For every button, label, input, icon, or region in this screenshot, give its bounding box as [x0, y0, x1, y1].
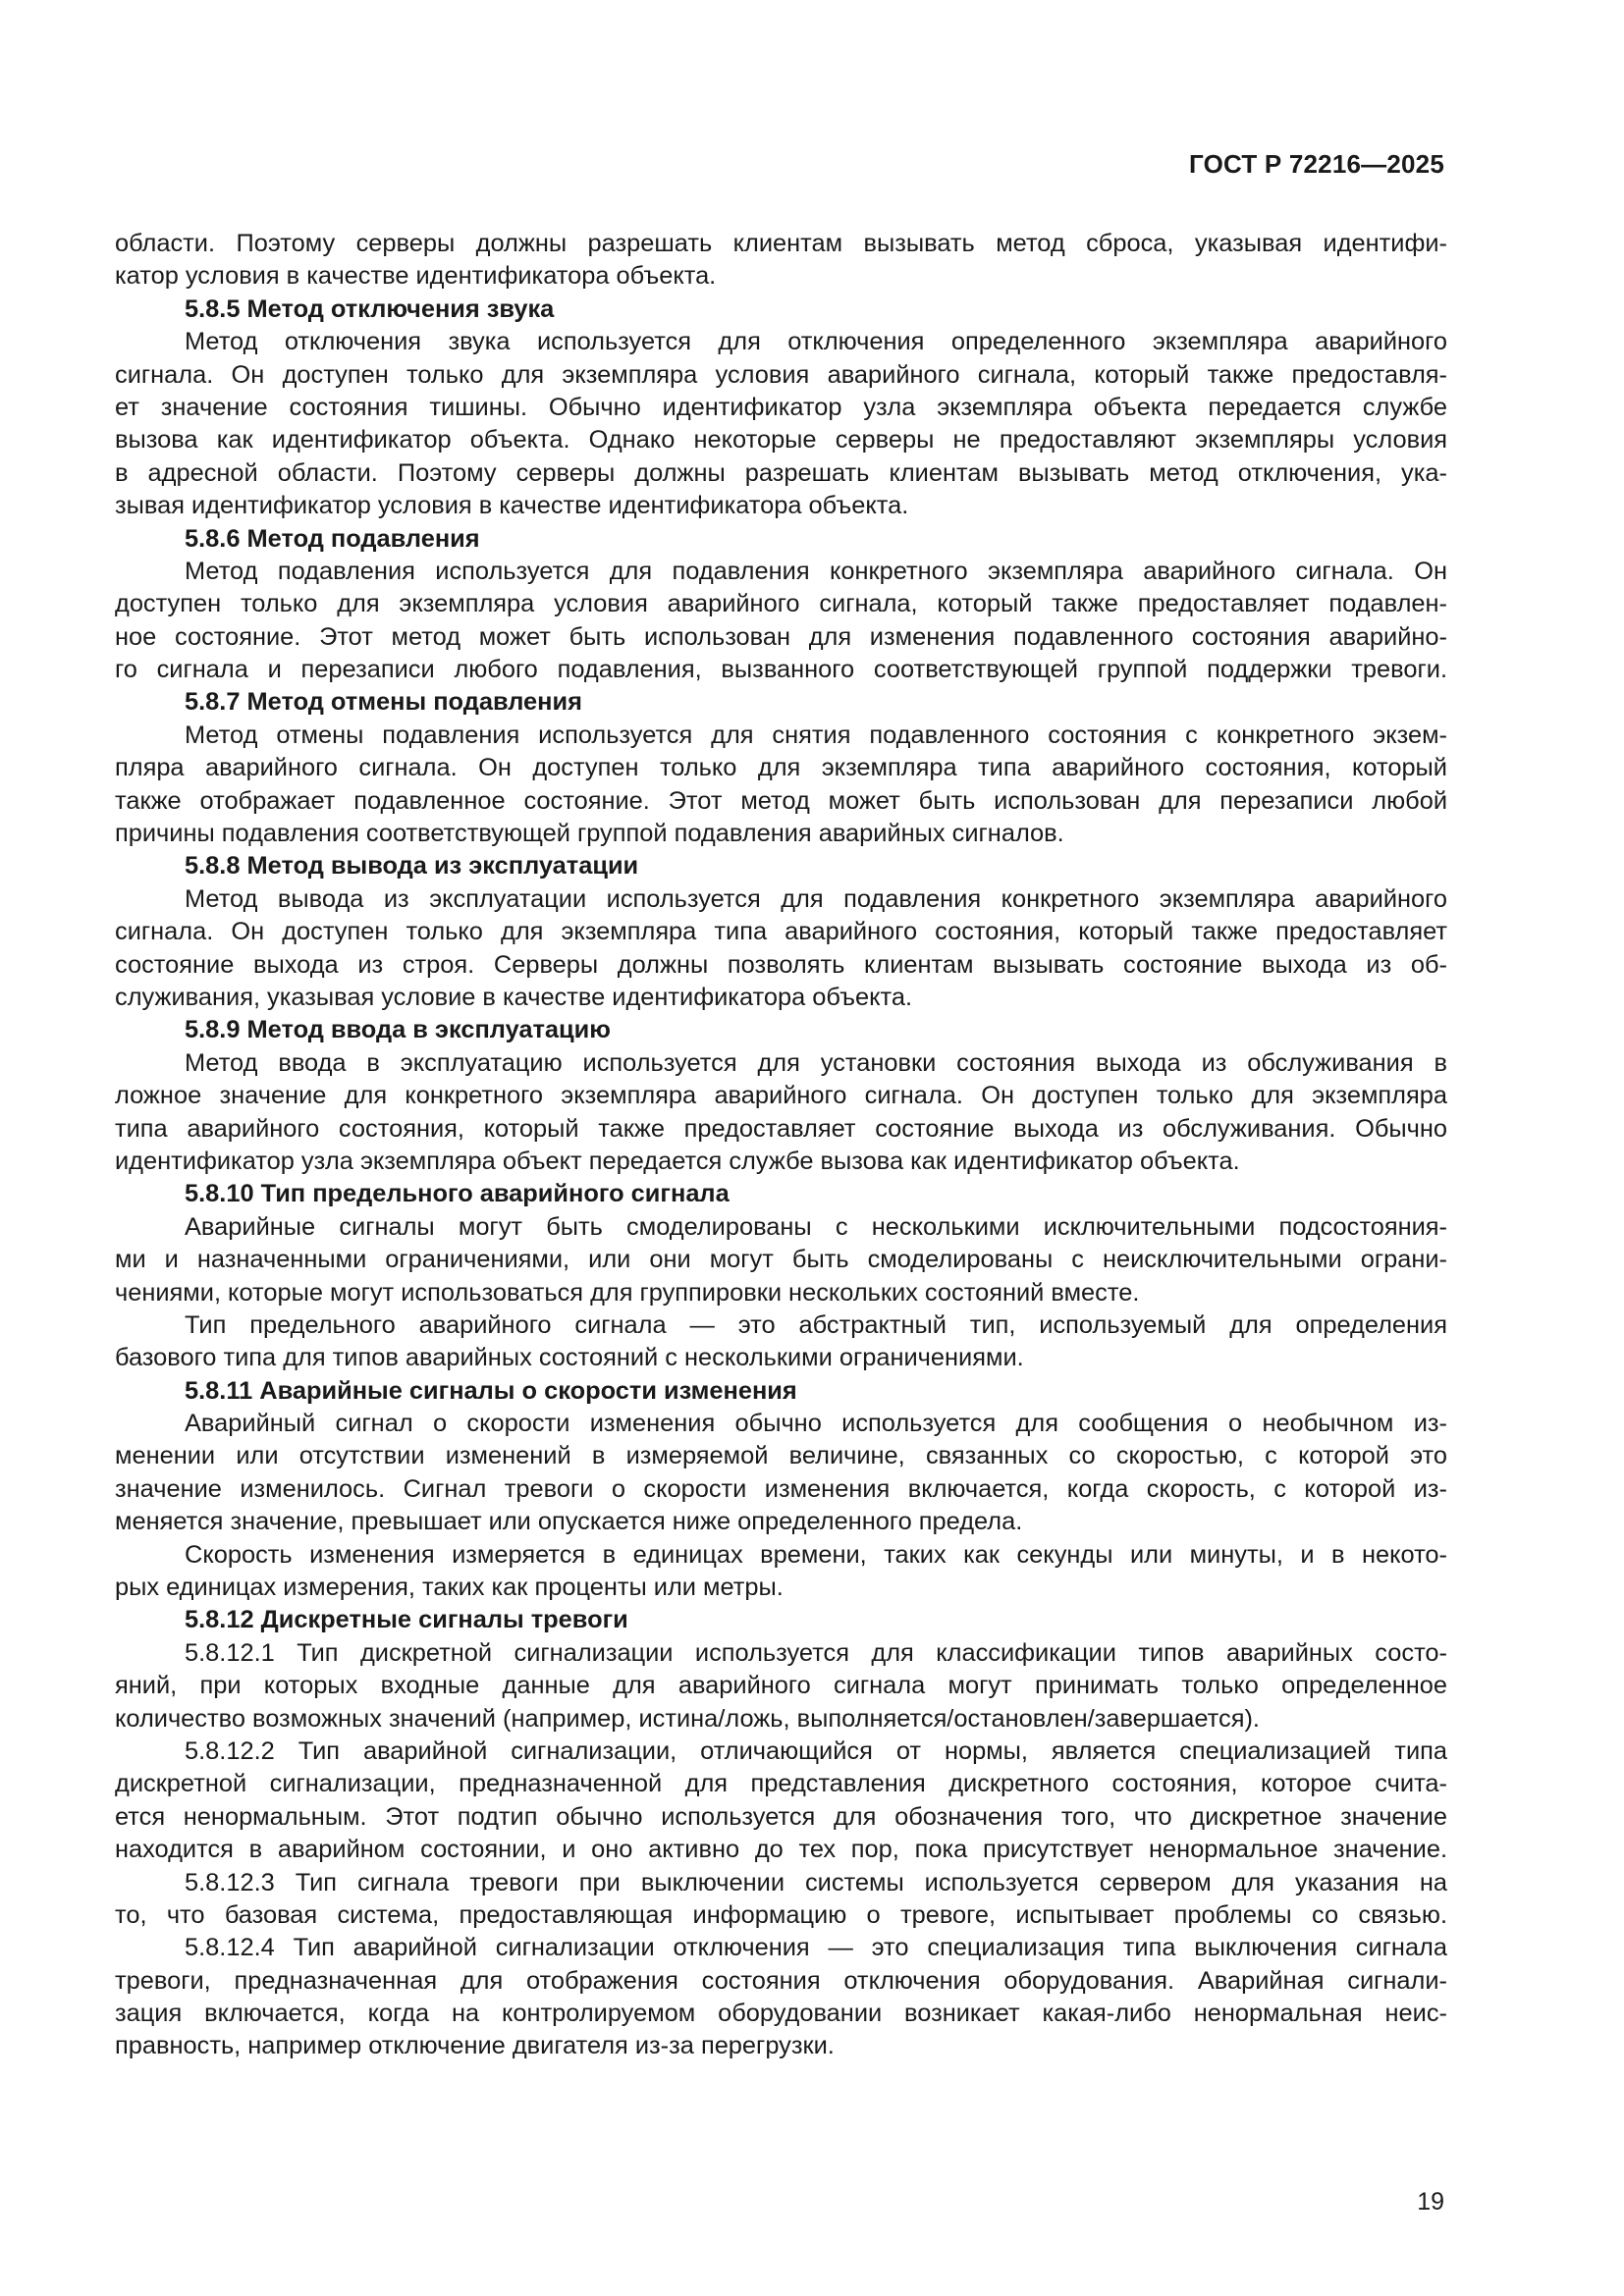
text-line: значение изменилось. Сигнал тревоги о скорости изменения включается, когда скорость, с которой из-	[115, 1474, 1447, 1503]
section-heading: 5.8.12 Дискретные сигналы тревоги	[185, 1606, 628, 1634]
text-line: Метод отключения звука используется для отключения определенного экземпляра аварийного	[185, 328, 1447, 356]
text-line: состояние выхода из строя. Серверы должны позволять клиентам вызывать состояние выхода из об-	[115, 950, 1447, 979]
text-line: яний, при которых входные данные для аварийного сигнала могут принимать только определенное	[115, 1672, 1447, 1700]
text-line: зация включается, когда на контролируемом оборудовании возникает какая-либо ненормальная неис-	[115, 2000, 1447, 2028]
text-line: также отображает подавленное состояние. Этот метод может быть использован для перезаписи любой	[115, 786, 1447, 815]
text-line: правность, например отключение двигателя из-за перегрузки.	[115, 2032, 835, 2060]
section-heading: 5.8.7 Метод отмены подавления	[185, 688, 582, 717]
text-line: катор условия в качестве идентификатора объекта.	[115, 262, 717, 291]
text-line: типа аварийного состояния, который также предоставляет состояние выхода из обслуживания. Обычно	[115, 1114, 1447, 1143]
text-line: служивания, указывая условие в качестве идентификатора объекта.	[115, 983, 913, 1011]
text-line: 5.8.12.4 Тип аварийной сигнализации отключения — это специализация типа выключения сигнала	[185, 1934, 1447, 1962]
text-line: 5.8.12.2 Тип аварийной сигнализации, отличающийся от нормы, является специализацией типа	[185, 1736, 1447, 1765]
section-heading: 5.8.11 Аварийные сигналы о скорости изменения	[185, 1376, 797, 1405]
text-line: количество возможных значений (например, истина/ложь, выполняется/остановлен/завершается).	[115, 1704, 1260, 1733]
text-line: в адресной области. Поэтому серверы должны разрешать клиентам вызывать метод отключения, ука-	[115, 458, 1447, 487]
text-line: ми и назначенными ограничениями, или они могут быть смоделированы с неисключительными ограни-	[115, 1246, 1447, 1274]
text-line: ет значение состояния тишины. Обычно идентификатор узла экземпляра объекта передается службе	[115, 393, 1447, 421]
body-text	[115, 228, 1447, 2063]
text-line: Метод отмены подавления используется для снятия подавленного состояния с конкретного экзем-	[185, 721, 1447, 749]
text-line: 5.8.12.1 Тип дискретной сигнализации используется для классификации типов аварийных состо-	[185, 1638, 1447, 1667]
section-heading: 5.8.10 Тип предельного аварийного сигнала	[185, 1180, 730, 1208]
text-line: дискретной сигнализации, предназначенной для представления дискретного состояния, которое счита-	[115, 1770, 1447, 1798]
text-line: причины подавления соответствующей группой подавления аварийных сигналов.	[115, 820, 1064, 848]
text-line: Скорость изменения измеряется в единицах времени, таких как секунды или минуты, и в некото-	[185, 1540, 1447, 1569]
text-line: ется ненормальным. Этот подтип обычно используется для обозначения того, что дискретное значение	[115, 1802, 1447, 1831]
text-line: базового типа для типов аварийных состояний с несколькими ограничениями.	[115, 1344, 1024, 1372]
text-line: тревоги, предназначенная для отображения состояния отключения оборудования. Аварийная сигнали-	[115, 1966, 1447, 1995]
text-line: области. Поэтому серверы должны разрешать клиентам вызывать метод сброса, указывая идентифи-	[115, 230, 1447, 257]
text-line: Метод вывода из эксплуатации используется для подавления конкретного экземпляра аварийного	[185, 884, 1447, 913]
text-line: менении или отсутствии изменений в измеряемой величине, связанных со скоростью, с которой это	[115, 1442, 1447, 1470]
text-line: пляра аварийного сигнала. Он доступен только для экземпляра типа аварийного состояния, который	[115, 754, 1447, 782]
text-line: Тип предельного аварийного сигнала — это абстрактный тип, используемый для определения	[185, 1310, 1447, 1339]
section-heading: 5.8.8 Метод вывода из эксплуатации	[185, 852, 639, 881]
text-line: идентификатор узла экземпляра объект передается службе вызова как идентификатор объекта.	[115, 1147, 1240, 1175]
section-heading: 5.8.9 Метод ввода в эксплуатацию	[185, 1016, 611, 1044]
text-line: ложное значение для конкретного экземпляра аварийного сигнала. Он доступен только для экземпляра	[115, 1082, 1447, 1110]
section-heading: 5.8.6 Метод подавления	[185, 524, 480, 553]
text-line: Аварийный сигнал о скорости изменения обычно используется для сообщения о необычном из-	[185, 1410, 1447, 1438]
text-line: рых единицах измерения, таких как проценты или метры.	[115, 1574, 784, 1602]
text-line: вызова как идентификатор объекта. Однако некоторые серверы не предоставляют экземпляры условия	[115, 426, 1447, 454]
text-line: сигнала. Он доступен только для экземпляра условия аварийного сигнала, который также предоставля-	[115, 360, 1447, 389]
text-line: Метод ввода в эксплуатацию используется для установки состояния выхода из обслуживания в	[185, 1048, 1447, 1077]
text-line: доступен только для экземпляра условия аварийного сигнала, который также предоставляет подавлен-	[115, 590, 1447, 618]
text-line: находится в аварийном состоянии, и оно активно до тех пор, пока присутствует ненормальное значение.	[115, 1836, 1447, 1864]
text-line: 5.8.12.3 Тип сигнала тревоги при выключении системы используется сервером для указания на	[185, 1868, 1447, 1896]
document-id: ГОСТ Р 72216—2025	[1189, 149, 1444, 179]
text-line: зывая идентификатор условия в качестве идентификатора объекта.	[115, 492, 909, 520]
text-line: го сигнала и перезаписи любого подавления, вызванного соответствующей группой поддержки тревоги.	[115, 656, 1447, 684]
text-line: то, что базовая система, предоставляющая информацию о тревоге, испытывает проблемы со связью.	[115, 1900, 1447, 1929]
section-heading: 5.8.5 Метод отключения звука	[185, 294, 555, 323]
text-line: Метод подавления используется для подавления конкретного экземпляра аварийного сигнала. Он	[185, 557, 1447, 585]
text-line: чениями, которые могут использоваться для группировки нескольких состояний вместе.	[115, 1278, 1140, 1307]
text-line: ное состояние. Этот метод может быть использован для изменения подавленного состояния аварийно-	[115, 622, 1447, 651]
text-line: Аварийные сигналы могут быть смоделированы с несколькими исключительными подсостояния-	[185, 1212, 1447, 1241]
text-line: сигнала. Он доступен только для экземпляра типа аварийного состояния, который также предоставляет	[115, 918, 1447, 946]
page-number: 19	[1417, 2188, 1444, 2216]
text-line: меняется значение, превышает или опускается ниже определенного предела.	[115, 1508, 1023, 1536]
